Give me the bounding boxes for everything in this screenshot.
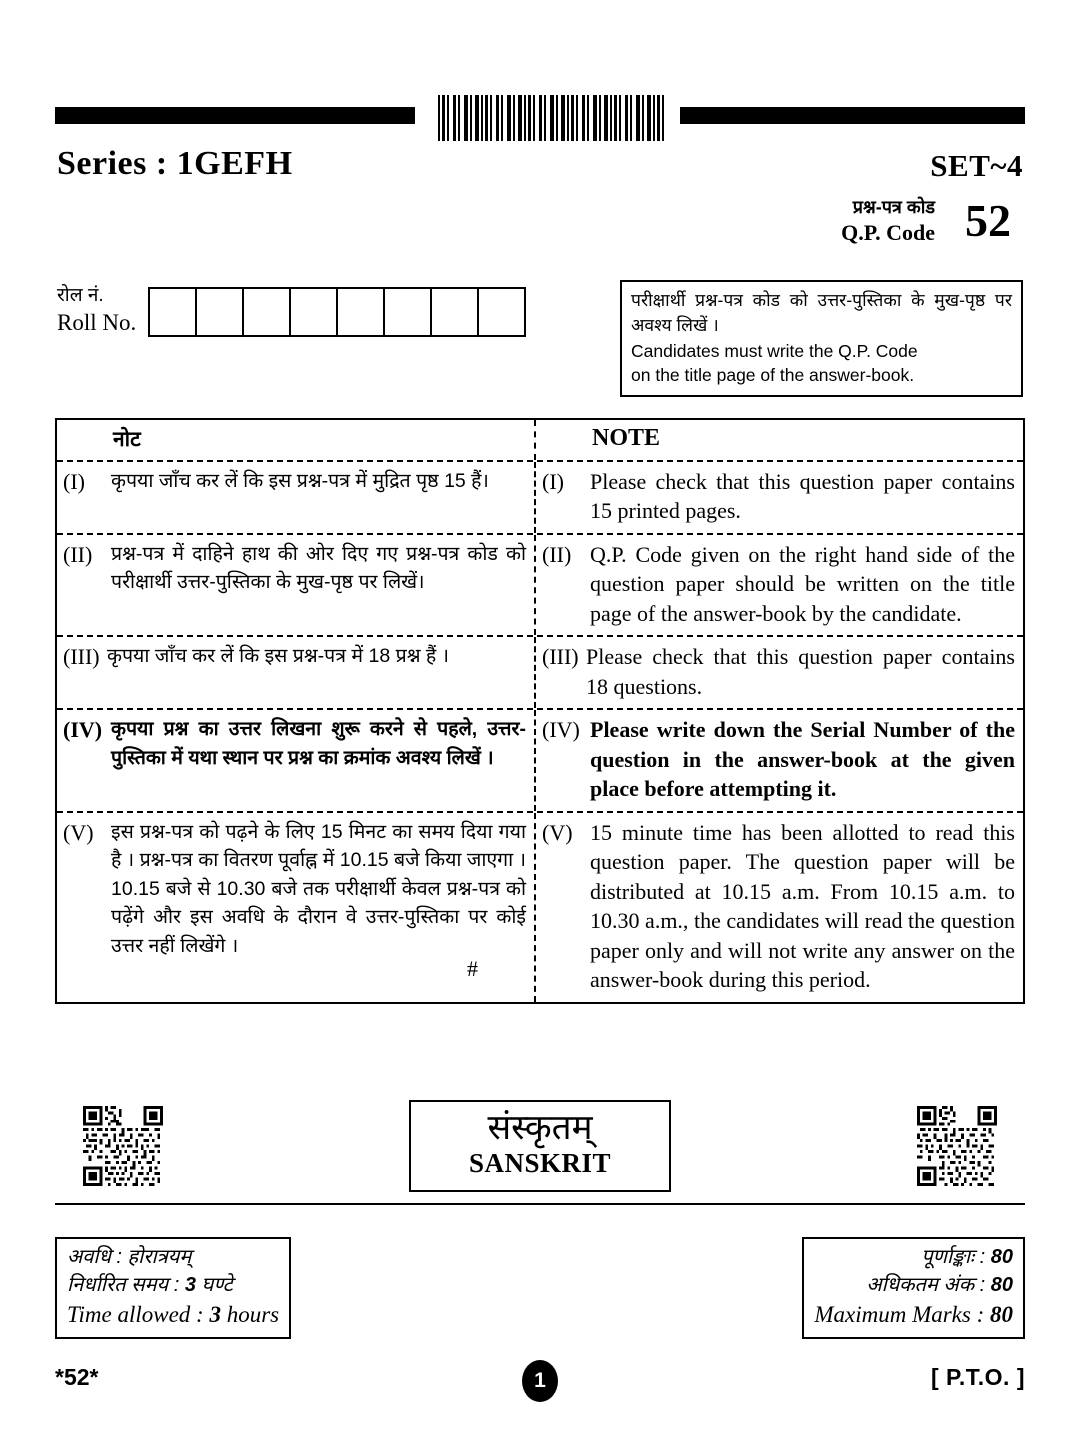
roll-number-cell[interactable]: [244, 289, 291, 335]
note-row-5-english-number: (V): [542, 819, 573, 845]
time-allowed-hindi-value: 3: [184, 1274, 196, 1296]
roll-number-cell[interactable]: [338, 289, 385, 335]
time-allowed-english-value: 3: [209, 1302, 221, 1327]
qp-code-value: 52: [965, 195, 1011, 246]
qp-code-instruction-box: [620, 280, 1023, 397]
note-row-3-hindi-number: (III): [63, 644, 100, 670]
series-label: Series : 1GEFH: [57, 145, 293, 182]
time-allowed-english-label: Time allowed :: [67, 1302, 210, 1327]
note-row-4-hindi-number: (IV): [63, 717, 103, 743]
note-table: [55, 418, 1025, 1004]
qp-code-instruction-english-line1: Candidates must write the Q.P. Code: [631, 340, 918, 361]
note-header-english-cell: [536, 420, 1023, 460]
roll-number-input[interactable]: [148, 287, 526, 337]
note-row-1-english-number: (I): [542, 469, 564, 494]
note-row-2-english-number: (II): [542, 541, 572, 567]
roll-number-cell[interactable]: [432, 289, 479, 335]
maximum-marks-box: [802, 1237, 1025, 1339]
note-table-header-row: [57, 420, 1023, 460]
qp-code-labels: [841, 196, 935, 246]
note-header-hindi-cell: [57, 420, 536, 460]
note-row-2-hindi-text: प्रश्न-पत्र में दाहिने हाथ की ओर दिए गए प्रश्न-पत्र कोड को परीक्षार्थी उत्तर-पुस्तिका के मुख-पृष्ठ पर लिखें।: [111, 542, 526, 594]
note-row-4-hindi-text: कृपया प्रश्न का उत्तर लिखना शुरू करने से पहले, उत्तर-पुस्तिका में यथा स्थान पर प्रश्न का क्रमांक अवश्य लिखें ।: [111, 718, 526, 769]
barcode-icon: [438, 95, 668, 141]
roll-number-label-english: Roll No.: [57, 310, 137, 336]
black-bar-left: [55, 107, 415, 124]
note-row-5-english-cell: [536, 813, 1023, 1002]
roll-number-cell[interactable]: [291, 289, 338, 335]
note-row-2-english-cell: [536, 535, 1023, 635]
time-allowed-hindi-unit: घण्टे: [195, 1274, 233, 1296]
note-row-1-hindi-number: (I): [63, 469, 85, 494]
note-row-4-english-number: (IV): [542, 717, 580, 743]
note-header-hindi: नोट: [113, 428, 141, 451]
time-allowed-hindi-label: निर्धारित समय :: [67, 1274, 185, 1296]
time-allowed-english: [67, 1299, 279, 1331]
qr-code-right-icon: [917, 1106, 997, 1186]
note-row-5: [57, 811, 1023, 1002]
note-row-2-english-text: Q.P. Code given on the right hand side of the question paper should be written on the title page of the answer-book by the candidate.: [590, 541, 1015, 626]
note-row-3-english-number: (III): [542, 644, 579, 670]
note-row-1: [57, 460, 1023, 533]
max-marks-english-value: 80: [990, 1302, 1013, 1327]
horizontal-divider: [55, 1203, 1025, 1205]
note-row-5-hindi-number: (V): [63, 819, 94, 845]
pto-label: [ P.T.O. ]: [930, 1364, 1025, 1390]
roll-number-cell[interactable]: [479, 289, 526, 335]
note-row-1-english-cell: [536, 462, 1023, 533]
subject-box: [409, 1100, 671, 1192]
note-row-1-hindi-text: कृपया जाँच कर लें कि इस प्रश्न-पत्र में मुद्रित पृष्ठ 15 हैं।: [111, 470, 489, 492]
qp-code-label-english: Q.P. Code: [841, 219, 935, 245]
footer-code: *52*: [55, 1364, 99, 1390]
note-row-3-english-cell: [536, 637, 1023, 708]
max-marks-english-label: Maximum Marks :: [814, 1302, 990, 1327]
max-marks-sanskrit: [814, 1243, 1013, 1271]
note-row-4: [57, 708, 1023, 810]
page-number-badge: 1: [522, 1360, 558, 1402]
note-row-3-hindi-text: कृपया जाँच कर लें कि इस प्रश्न-पत्र में 18 प्रश्न हैं ।: [107, 645, 450, 668]
note-header-english: NOTE: [592, 425, 661, 451]
qp-code-label-hindi: प्रश्न-पत्र कोड: [852, 197, 935, 217]
time-allowed-english-unit: hours: [220, 1302, 280, 1327]
note-row-3: [57, 635, 1023, 708]
qp-code-block: [841, 196, 1023, 246]
qp-code-instruction-hindi: परीक्षार्थी प्रश्न-पत्र कोड को उत्तर-पुस्तिका के मुख-पृष्ठ पर अवश्य लिखें ।: [631, 290, 1012, 336]
roll-number-cell[interactable]: [385, 289, 432, 335]
time-allowed-hindi: [67, 1271, 279, 1299]
roll-number-block: [57, 283, 526, 338]
note-row-2-hindi-number: (II): [63, 541, 93, 567]
note-row-4-hindi-cell: [57, 710, 536, 810]
subject-name-english: SANSKRIT: [468, 1148, 612, 1179]
roll-number-label-hindi: रोल नं.: [57, 285, 104, 306]
note-row-2: [57, 533, 1023, 635]
time-and-marks-row: [55, 1237, 1025, 1339]
note-row-2-hindi-cell: [57, 535, 536, 635]
note-row-4-english-text: Please write down the Serial Number of the question in the answer-book at the given place before attempting it.: [590, 717, 1015, 802]
barcode-strip: [55, 95, 1025, 141]
black-bar-right: [680, 107, 1025, 124]
roll-number-cell[interactable]: [197, 289, 244, 335]
note-row-3-english-text: Please check that this question paper contains 18 questions.: [586, 644, 1015, 699]
roll-number-cell[interactable]: [150, 289, 197, 335]
duration-sanskrit: अवधि : होरात्रयम्: [67, 1246, 192, 1268]
subject-name-sanskrit: संस्कृतम्: [487, 1107, 593, 1147]
time-allowed-box: [55, 1237, 291, 1339]
set-label: SET~4: [930, 148, 1023, 183]
qp-code-instruction-english-line2: on the title page of the answer-book.: [631, 364, 915, 385]
note-row-1-hindi-cell: [57, 462, 536, 533]
page-footer: [55, 1360, 1025, 1400]
max-marks-sanskrit-label: पूर्णाङ्काः :: [921, 1246, 991, 1268]
roll-number-labels: [57, 283, 148, 338]
note-row-5-hindi-wrap: [111, 818, 526, 995]
note-row-1-english-text: Please check that this question paper contains 15 printed pages.: [590, 469, 1015, 524]
note-row-4-english-cell: [536, 710, 1023, 810]
max-marks-hindi-label: अधिकतम अंक :: [866, 1274, 991, 1296]
note-row-5-english-text: 15 minute time has been allotted to read this question paper. The question paper will be distributed at 10.15 a.m. From 10.15 a.m. to 10.30 a.m., the candidates will read the question paper only and will not write any answer on the answer-book during this period.: [590, 819, 1015, 993]
qr-code-left-icon: [83, 1106, 163, 1186]
note-row-5-hindi-text: इस प्रश्न-पत्र को पढ़ने के लिए 15 मिनट का समय दिया गया है । प्रश्न-पत्र का वितरण पूर्वाह्न में 10.15 बजे किया जाएगा । 10.15 बजे से 10.30 बजे तक परीक्षार्थी केवल प्रश्न-पत्र को पढ़ेंगे और इस अवधि के दौरान वे उत्तर-पुस्तिका पर कोई उत्तर नहीं लिखेंगे ।: [111, 820, 526, 957]
max-marks-hindi: [814, 1271, 1013, 1299]
subject-row: [55, 1090, 1025, 1202]
note-row-5-hash-mark: #: [467, 956, 478, 982]
max-marks-sanskrit-value: 80: [990, 1246, 1013, 1268]
max-marks-hindi-value: 80: [990, 1274, 1013, 1296]
note-row-3-hindi-cell: [57, 637, 536, 708]
max-marks-english: [814, 1299, 1013, 1331]
note-row-5-hindi-cell: [57, 813, 536, 1002]
